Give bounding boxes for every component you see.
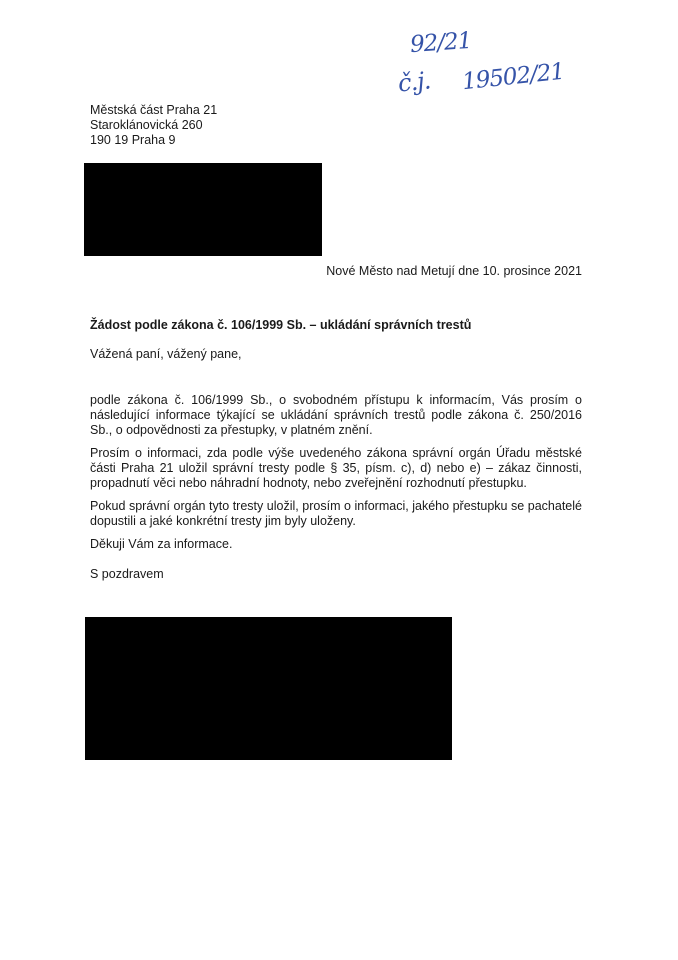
redacted-signature-block <box>85 617 452 760</box>
body-paragraph: Prosím o informaci, zda podle výše uvedeného zákona správní orgán Úřadu městské části Praha 21 uložil správní tresty podle § 35, písm. c), d) nebo e) – zákaz činnosti, propadnutí věci nebo náhradní hodnoty, nebo zveřejnění rozhodnutí přestupku. <box>90 446 582 490</box>
closing-greeting: S pozdravem <box>90 567 164 581</box>
address-line: 190 19 Praha 9 <box>90 133 176 147</box>
handwritten-cj-label: č.j. <box>396 66 432 98</box>
handwritten-cj-number: 19502/21 <box>460 58 566 96</box>
body-paragraph: Děkuji Vám za informace. <box>90 537 233 551</box>
redacted-recipient-block <box>84 163 322 256</box>
body-paragraph: podle zákona č. 106/1999 Sb., o svobodném přístupu k informacím, Vás prosím o následující informace týkající se ukládání správních trestů podle zákona č. 250/2016 Sb., o odpovědnosti za přestupky, v platném znění. <box>90 393 582 437</box>
address-line: Městská část Praha 21 <box>90 103 218 117</box>
handwritten-reference-number: 92/21 <box>409 27 473 59</box>
sender-address <box>90 103 217 148</box>
body-paragraph: Pokud správní orgán tyto tresty uložil, prosím o informaci, jakého přestupku se pachatelé dopustili a jaké konkrétní tresty jim byly uloženy. <box>90 499 582 528</box>
letter-subject: Žádost podle zákona č. 106/1999 Sb. – ukládání správních trestů <box>90 318 472 332</box>
place-and-date: Nové Město nad Metují dne 10. prosince 2021 <box>326 264 582 278</box>
address-line: Staroklánovická 260 <box>90 118 203 132</box>
letter-body <box>90 393 582 560</box>
salutation: Vážená paní, vážený pane, <box>90 347 242 361</box>
